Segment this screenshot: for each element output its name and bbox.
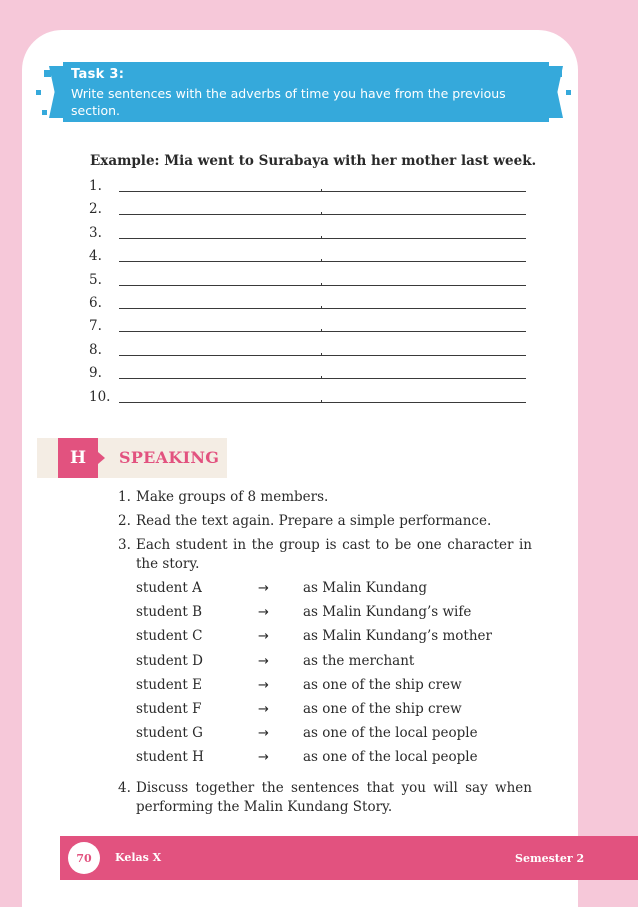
answer-lines (89, 176, 529, 410)
line-number: 5. (89, 271, 102, 288)
blank-line (119, 308, 526, 309)
cast-student: student B (136, 604, 203, 621)
cast-list (136, 579, 532, 773)
footer-semester: Semester 2 (515, 852, 585, 865)
cast-row (136, 652, 532, 676)
step-number: 2. (118, 513, 131, 529)
step-text: Read the text again. Prepare a simple performance. (136, 513, 492, 529)
cast-role: as Malin Kundang’s wife (303, 604, 472, 621)
line-number: 1. (89, 178, 102, 194)
decor-square (42, 110, 47, 115)
arrow-right-icon (98, 452, 105, 464)
answer-line (89, 363, 529, 386)
line-number: 3. (89, 224, 102, 241)
blank-line (119, 191, 526, 192)
decor-square (566, 90, 571, 95)
step-number: 4. (118, 779, 131, 796)
cast-student: student G (136, 725, 203, 742)
step-item (118, 488, 532, 507)
cast-student: student A (136, 580, 202, 596)
example-sentence: Example: Mia went to Surabaya with her mother last week. (90, 153, 537, 169)
answer-line (89, 340, 529, 363)
line-number: 7. (89, 318, 102, 335)
blank-line (119, 331, 526, 332)
step-text: Make groups of 8 members. (136, 489, 329, 505)
step-text: Each student in the group is cast to be one character in the story. (136, 537, 532, 572)
step-item (118, 512, 532, 531)
section-letter: H (58, 438, 98, 478)
cast-student: student C (136, 628, 203, 645)
line-number: 10. (89, 388, 111, 405)
arrow-right-icon: → (258, 629, 269, 645)
cast-role: as one of the ship crew (303, 700, 462, 717)
cast-row (136, 724, 532, 748)
task-instruction: Write sentences with the adverbs of time you have from the previous section. (71, 86, 506, 118)
speaking-steps (118, 488, 532, 822)
cast-row (136, 700, 532, 724)
arrow-right-icon: → (258, 726, 269, 742)
cast-student: student H (136, 749, 204, 766)
blank-line (119, 285, 526, 286)
answer-line (89, 176, 529, 199)
answer-line (89, 199, 529, 222)
line-number: 4. (89, 248, 102, 265)
arrow-right-icon: → (258, 750, 269, 766)
step-item (118, 779, 532, 817)
arrow-right-icon: → (258, 581, 269, 596)
cast-role: as one of the local people (303, 749, 478, 766)
cast-student: student F (136, 700, 202, 717)
decor-square (44, 70, 51, 77)
blank-line (119, 378, 526, 379)
section-header (37, 438, 227, 478)
step-number: 1. (118, 489, 131, 505)
cast-row (136, 676, 532, 700)
cast-role: as one of the local people (303, 725, 478, 742)
answer-line (89, 270, 529, 293)
blank-line (119, 355, 526, 356)
cast-student: student E (136, 676, 202, 693)
answer-line (89, 293, 529, 316)
cast-row (136, 627, 532, 651)
section-title: SPEAKING (119, 448, 220, 467)
cast-student: student D (136, 652, 203, 669)
blank-line (119, 402, 526, 403)
arrow-right-icon: → (258, 677, 269, 693)
task-banner (63, 62, 549, 122)
cast-row (136, 579, 532, 603)
arrow-right-icon: → (258, 605, 269, 621)
arrow-right-icon: → (258, 653, 269, 669)
blank-line (119, 214, 526, 215)
step-text: Discuss together the sentences that you will say when performing the Malin Kundang Story. (136, 779, 532, 815)
line-number: 9. (89, 365, 102, 382)
cast-role: as Malin Kundang’s mother (303, 628, 492, 645)
decor-square (36, 90, 41, 95)
blank-line (119, 238, 526, 239)
cast-row (136, 748, 532, 772)
answer-line (89, 387, 529, 410)
step-number: 3. (118, 537, 131, 553)
step-item (118, 536, 532, 574)
blank-line (119, 261, 526, 262)
line-number: 8. (89, 341, 102, 358)
footer-grade: Kelas X (115, 851, 162, 864)
cast-role: as Malin Kundang (303, 580, 427, 596)
page-footer (60, 836, 638, 880)
cast-role: as one of the ship crew (303, 676, 462, 693)
task-title: Task 3: (71, 67, 125, 82)
line-number: 2. (89, 201, 102, 218)
answer-line (89, 223, 529, 246)
answer-line (89, 246, 529, 269)
line-number: 6. (89, 294, 102, 311)
arrow-right-icon: → (258, 701, 269, 717)
cast-row (136, 603, 532, 627)
answer-line (89, 316, 529, 339)
page-number: 70 (68, 842, 100, 874)
cast-role: as the merchant (303, 652, 415, 669)
